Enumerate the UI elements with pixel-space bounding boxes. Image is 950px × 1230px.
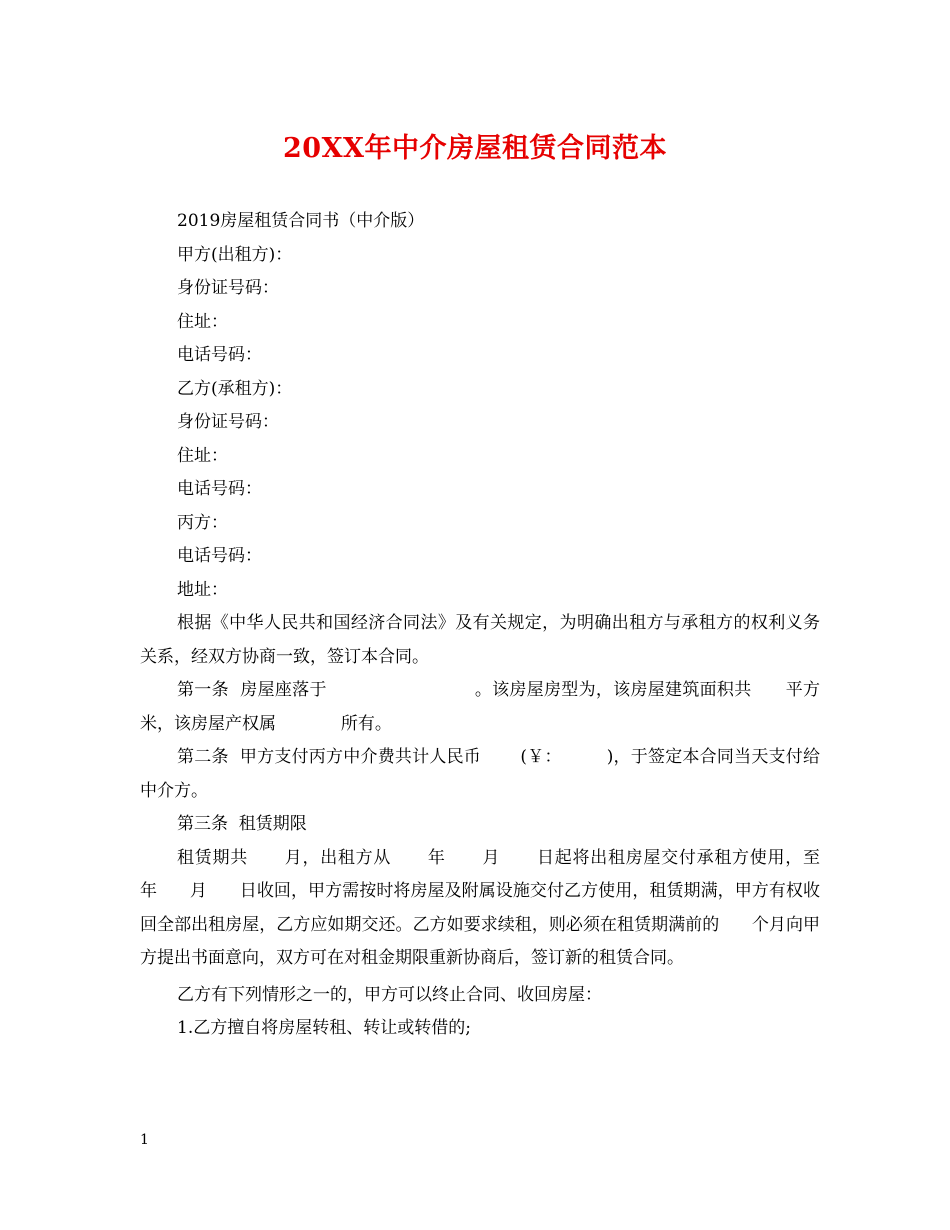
paragraph-article-2: 第二条 甲方支付丙方中介费共计人民币 (￥： )，于签定本合同当天支付给中介方。 [140,747,820,801]
paragraph-article-1: 第一条 房屋座落于 。该房屋房型为，该房屋建筑面积共 平方米，该房屋产权属 所有。 [140,680,820,734]
paragraph-party-a: 甲方(出租方)： [177,244,293,265]
document-body [140,205,853,1046]
paragraph-party-b: 乙方(承租方)： [177,378,293,399]
paragraph-article-3-heading: 第三条 租赁期限 [177,814,307,834]
document-title: 20XX年中介房屋租赁合同范本 [283,133,667,164]
paragraph-party-b-id: 身份证号码： [177,412,279,432]
paragraph-party-b-address: 住址： [177,445,228,466]
paragraph-party-c: 丙方： [177,512,228,533]
paragraph-termination-item-1: 1.乙方擅自将房屋转租、转让或转借的; [177,1018,471,1038]
paragraph-party-a-id: 身份证号码： [177,278,279,298]
paragraph-preamble: 根据《中华人民共和国经济合同法》及有关规定，为明确出租方与承租方的权利义务关系，经双方协商一致，签订本合同。 [140,613,820,667]
paragraph-subtitle: 2019房屋租赁合同书（中介版） [177,211,425,231]
page-number: 1 [140,1132,149,1148]
paragraph-article-3-term: 租赁期共 月，出租方从 年 月 日起将出租房屋交付承租方使用，至 年 月 日收回，甲方需按时将房屋及附属设施交付乙方使用，租赁期满，甲方有权收回全部出租房屋，乙方应如期交还。乙方如要求续租，则必须在租赁期满前的 个月向甲方提出书面意向，双方可在对租金期限重新协商后，签订新的租赁合同。 [140,847,853,968]
paragraph-party-a-phone: 电话号码： [177,345,262,365]
paragraph-party-a-address: 住址： [177,311,228,332]
paragraph-party-b-phone: 电话号码： [177,479,262,499]
paragraph-party-c-phone: 电话号码： [177,546,262,566]
paragraph-party-c-address: 地址： [177,579,228,600]
paragraph-termination-conditions: 乙方有下列情形之一的，甲方可以终止合同、收回房屋： [177,984,602,1005]
